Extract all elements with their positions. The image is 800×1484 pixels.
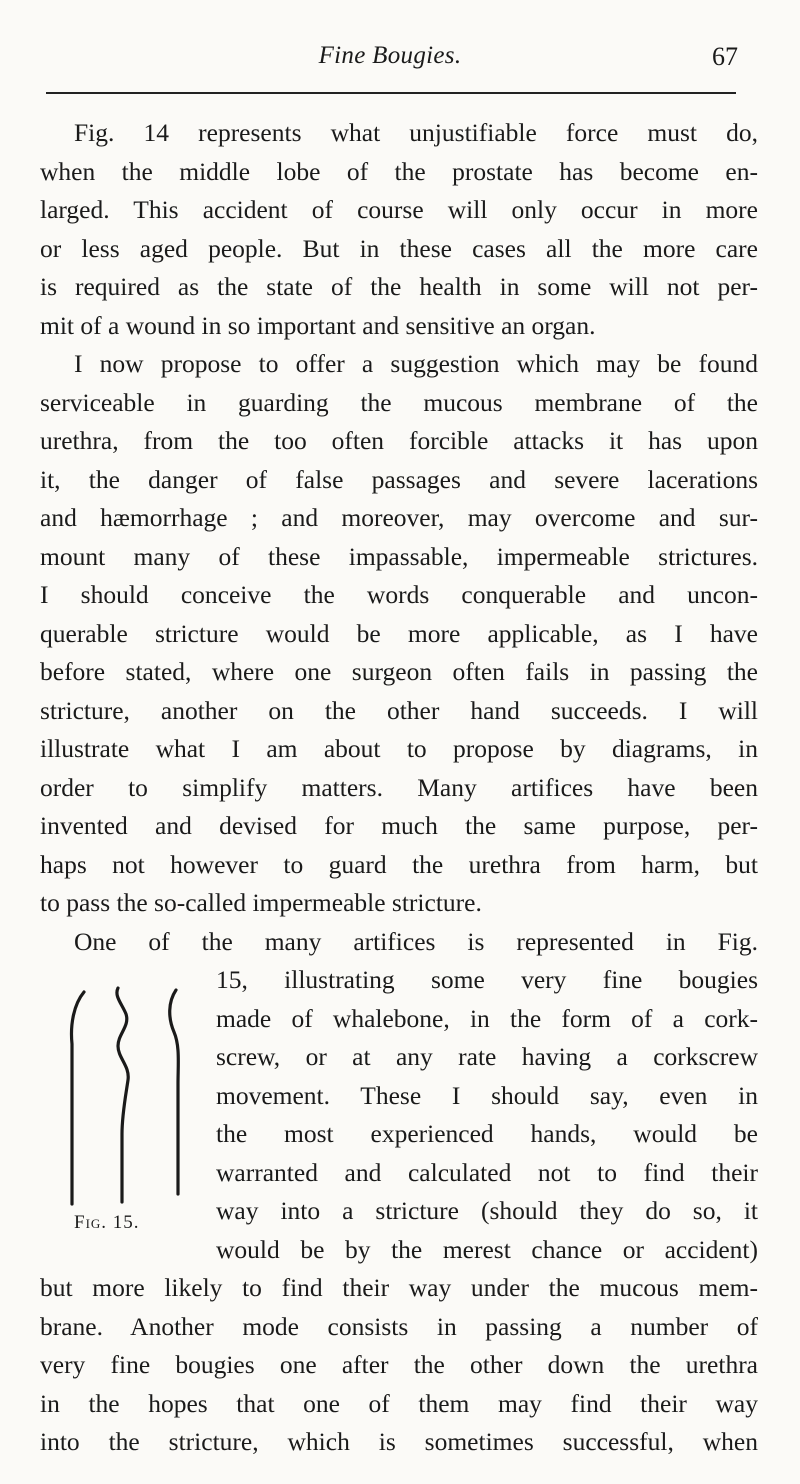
text-line: One of the many artifices is represented in Fig. xyxy=(74,926,758,956)
text-line: haps not however to guard the urethra from harm, but xyxy=(40,849,758,879)
text-line: or less aged people. But in these cases all the more care xyxy=(40,233,758,263)
text-line: screw, or at any rate having a corkscrew xyxy=(216,1042,758,1071)
text-line: the most experienced hands, would be xyxy=(216,1119,758,1148)
bougies-illustration xyxy=(56,984,206,1214)
text-line: very fine bougies one after the other down the urethra xyxy=(40,1350,758,1379)
figure-caption: Fig. 15. xyxy=(74,1212,140,1233)
text-line: invented and devised for much the same purpose, per- xyxy=(40,811,758,840)
text-line: 15, illustrating some very fine bougies xyxy=(216,965,758,994)
text-line: mount many of these impassable, impermeable strictures. xyxy=(40,541,758,571)
text-line: movement. These I should say, even in xyxy=(216,1080,758,1110)
running-title: Fine Bougies. xyxy=(318,42,462,69)
text-line: Fig. 14 represents what unjustifiable force must do, xyxy=(74,118,758,147)
text-line: it, the danger of false passages and severe lacerations xyxy=(40,464,758,494)
text-line: and hæmorrhage ; and moreover, may overcome and sur- xyxy=(40,503,758,532)
text-line: illustrate what I am about to propose by diagrams, in xyxy=(40,734,758,763)
text-line: I should conceive the words conquerable and uncon- xyxy=(40,580,758,609)
text-line: mit of a wound in so important and sensitive an organ. xyxy=(40,310,596,340)
header-rule xyxy=(46,92,736,94)
text-line: querable stricture would be more applicable, as I have xyxy=(40,618,758,648)
text-line: before stated, where one surgeon often fails in passing the xyxy=(40,657,758,686)
text-line: stricture, another on the other hand succeeds. I will xyxy=(40,695,758,725)
text-line: is required as the state of the health in some will not per- xyxy=(40,272,758,301)
text-line: would be by the merest chance or accident) xyxy=(216,1234,758,1264)
bougie-middle xyxy=(117,988,128,1202)
page-number: 67 xyxy=(712,42,738,71)
bougie-right xyxy=(170,990,179,1194)
text-line: made of whalebone, in the form of a cork- xyxy=(216,1003,758,1033)
page-header xyxy=(40,40,740,76)
text-line: larged. This accident of course will only occur in more xyxy=(40,195,758,224)
figure-15 xyxy=(56,984,206,1244)
text-line: order to simplify matters. Many artifices have been xyxy=(40,772,758,802)
text-line: into the stricture, which is sometimes successful, when xyxy=(40,1427,758,1456)
text-line: but more likely to find their way under the mucous mem- xyxy=(40,1273,758,1302)
text-line: urethra, from the too often forcible attacks it has upon xyxy=(40,426,758,455)
text-line: way into a stricture (should they do so, it xyxy=(216,1196,758,1225)
body-text xyxy=(40,114,758,1462)
text-line: in the hopes that one of them may find their way xyxy=(40,1388,758,1418)
bougie-left xyxy=(72,992,85,1204)
text-line: when the middle lobe of the prostate has become en- xyxy=(40,156,758,186)
text-line: to pass the so-called impermeable stricture. xyxy=(40,888,482,917)
text-line: serviceable in guarding the mucous membrane of the xyxy=(40,387,758,417)
text-line: I now propose to offer a suggestion which may be found xyxy=(74,349,758,378)
text-line: brane. Another mode consists in passing a number of xyxy=(40,1311,758,1341)
text-line: warranted and calculated not to find their xyxy=(216,1157,758,1187)
